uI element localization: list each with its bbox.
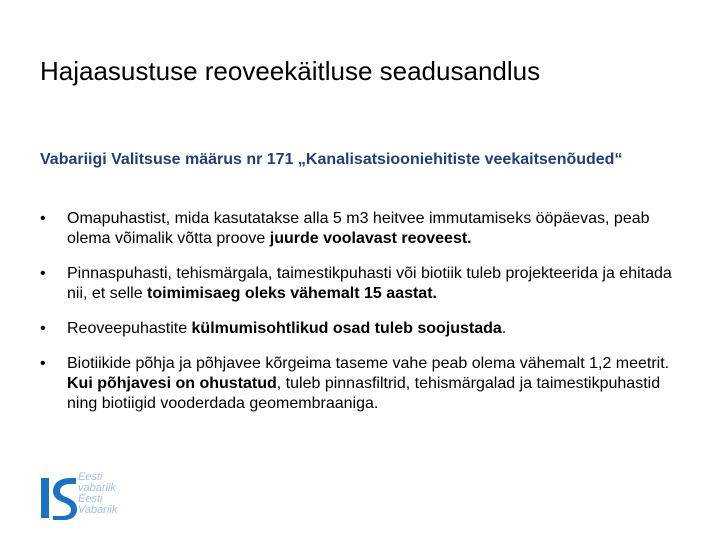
- bullet-text: Biotiikide põhja ja põhjavee kõrgeima taseme vahe peab olema vähemalt 1,2 meetrit.: [67, 355, 670, 372]
- bullet-item: [40, 209, 680, 249]
- bullet-item: [40, 354, 680, 414]
- slide-title: Hajaasustuse reoveekäitluse seadusandlus: [40, 56, 541, 86]
- bullet-text: Reoveepuhastite: [67, 320, 192, 337]
- bullet-text: , tuleb pinnasfiltrid, tehismärgalad ja taimestikpuhastid ning biotiigid vooderdada geomembraaniga.: [67, 375, 661, 412]
- bullet-text: Pinnaspuhasti, tehismärgala, taimestikpuhasti või biotiik tuleb projekteerida ja ehitada nii, et selle: [67, 265, 672, 302]
- slide-subtitle: Vabariigi Valitsuse määrus nr 171 „Kanalisatsiooniehitiste veekaitsenõuded“: [40, 151, 623, 168]
- logo-text: [78, 472, 117, 516]
- bullet-item: [40, 319, 680, 339]
- logo-text-line: vabariik: [78, 482, 116, 494]
- bullet-text-bold: toimimisaeg oleks vähemalt 15 aastat.: [147, 285, 437, 302]
- logo-text-line: Vabariik: [78, 504, 118, 516]
- bullet-text: Omapuhastist, mida kasutatakse alla 5 m3 heitvee immutamiseks ööpäevas, peab olema võimalik võtta proove: [67, 210, 650, 247]
- bullet-text-bold: külmumisohtlikud osad tuleb soojustada: [191, 320, 502, 337]
- bullet-list: [40, 209, 680, 429]
- logo: [40, 470, 150, 522]
- bullet-text-bold: juurde voolavast reoveest.: [269, 230, 472, 247]
- bullet-item: [40, 264, 680, 304]
- bullet-text: .: [501, 320, 507, 337]
- bullet-text-bold: Kui põhjavesi on ohustatud: [67, 375, 277, 392]
- logo-text-line: Eesti: [78, 471, 103, 483]
- logo-mark-icon: [40, 472, 78, 520]
- logo-text-line: Eesti: [78, 493, 103, 505]
